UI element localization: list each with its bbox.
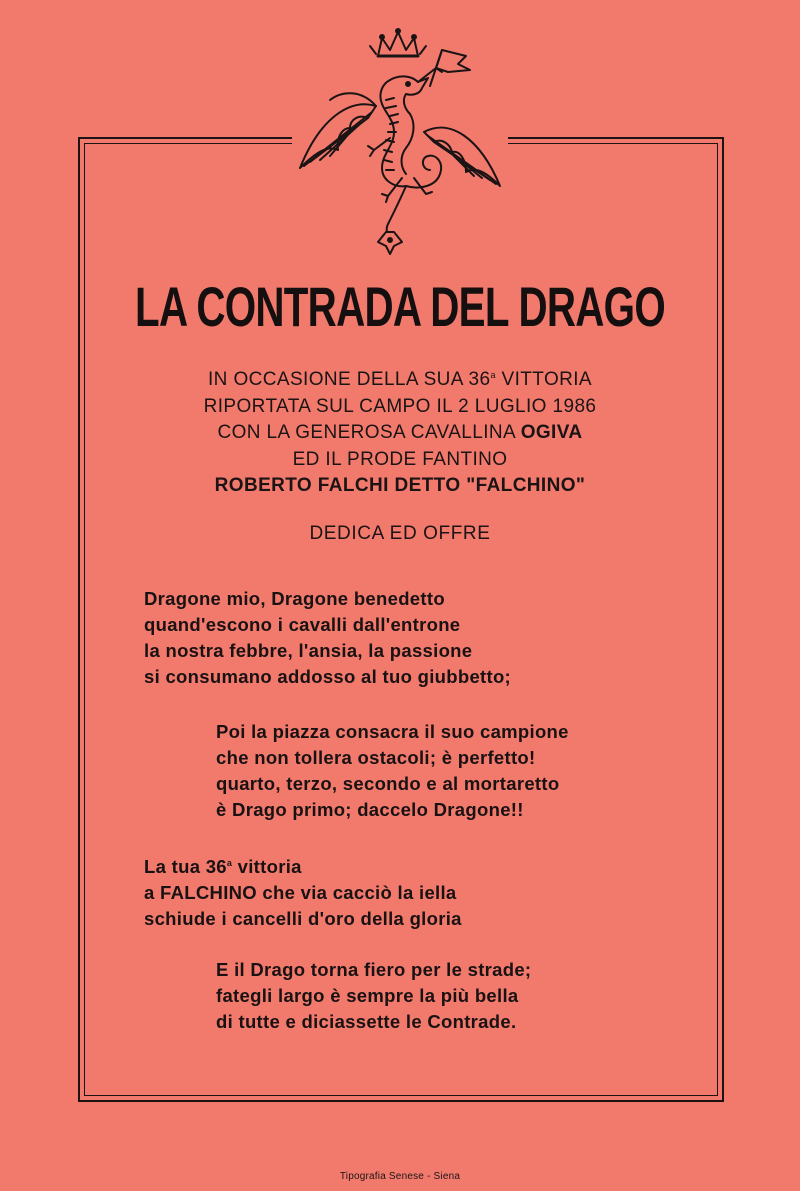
poem-line: quarto, terzo, secondo e al mortaretto [216,773,560,794]
header-line-4: ED IL PRODE FANTINO [292,448,508,470]
frame-top-left-inner [84,143,292,144]
header-line-5: ROBERTO FALCHI DETTO "FALCHINO" [214,475,586,496]
frame-right-inner [717,143,718,1096]
frame-top-right-inner [508,143,718,144]
poem-line: Poi la piazza consacra il suo campione [216,721,569,742]
poem-stanza-2 [216,719,569,823]
poem-line: La tua 36$^a$ vittoria [144,856,302,877]
header-line-3: CON LA GENEROSA CAVALLINA OGIVA [217,422,583,443]
poem-line: di tutte e diciassette le Contrade. [216,1011,517,1032]
crowned-dragon-emblem [290,28,510,258]
poem-line: fategli largo è sempre la più bella [216,985,519,1006]
frame-right-outer [722,137,724,1102]
frame-bottom-outer [78,1100,724,1102]
frame-bottom-inner [84,1095,718,1096]
crown-icon [370,29,426,56]
printer-credit: Tipografia Senese - Siena [339,1171,461,1182]
poem-line: la nostra febbre, l'ansia, la passione [144,640,473,661]
poem-line: schiude i cancelli d'oro della gloria [144,908,462,929]
poem-line: Dragone mio, Dragone benedetto [144,588,445,609]
poem-stanza-1 [144,586,511,690]
frame-top-left-outer [78,137,292,139]
poem-line: a FALCHINO che via cacciò la iella [144,882,457,903]
frame-left-inner [84,143,85,1096]
left-wing-icon [300,93,376,168]
header-line-2: RIPORTATA SUL CAMPO IL 2 LUGLIO 1986 [203,395,597,417]
poem-line: è Drago primo; daccelo Dragone!! [216,799,524,820]
dedication-header [0,362,800,500]
poem-line: che non tollera ostacoli; è perfetto! [216,747,536,768]
header-line-1: IN OCCASIONE DELLA SUA 36$^a$ VITTORIA [207,369,592,390]
poem-stanza-3 [144,850,462,932]
page-title: LA CONTRADA DEL DRAGO [135,275,665,338]
dedica-label: DEDICA ED OFFRE [309,523,491,544]
frame-top-right-outer [508,137,724,139]
frame-left-outer [78,137,80,1102]
poem-stanza-4 [216,957,531,1035]
poem-line: E il Drago torna fiero per le strade; [216,959,532,980]
poem-line: quand'escono i cavalli dall'entrone [144,614,461,635]
poem-line: si consumano addosso al tuo giubbetto; [144,666,512,687]
